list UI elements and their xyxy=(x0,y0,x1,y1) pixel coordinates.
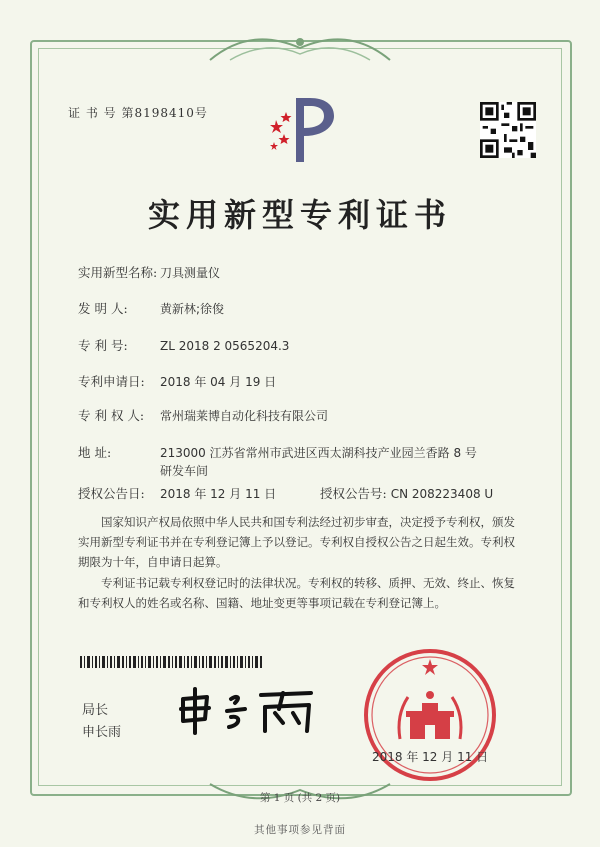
certificate-number: 证 书 号 第8198410号 xyxy=(68,106,208,120)
field-value: 黄新林;徐俊 xyxy=(160,302,225,316)
grant-number-row xyxy=(320,484,493,502)
field-value: 刀具测量仪 xyxy=(160,266,221,280)
field-label: 专利申请日: xyxy=(78,374,145,389)
field-value: 2018 年 04 月 19 日 xyxy=(160,375,277,389)
field-label: 发 明 人: xyxy=(78,301,128,316)
address-row xyxy=(78,443,477,461)
cnipa-emblem-icon xyxy=(262,90,342,170)
field-value: 213000 江苏省常州市武进区西太湖科技产业园兰香路 8 号 xyxy=(160,446,477,460)
field-label: 地 址: xyxy=(78,445,112,460)
field-label: 专 利 号: xyxy=(78,338,128,353)
signatory-labels xyxy=(82,700,121,744)
utility-model-name-row xyxy=(78,263,220,281)
field-value: 2018 年 12 月 11 日 xyxy=(160,487,277,501)
certificate-title: 实用新型专利证书 xyxy=(147,196,452,234)
grant-statement-paragraph: 国家知识产权局依照中华人民共和国专利法经过初步审查，决定授予专利权，颁发实用新型专利证书并在专利登记簿上予以登记。专利权自授权公告之日起生效。专利权期限为十年，自申请日起算。 xyxy=(78,515,515,569)
legal-status-paragraph: 专利证书记载专利权登记时的法律状况。专利权的转移、质押、无效、终止、恢复和专利权人的姓名或名称、国籍、地址变更等事项记载在专利登记簿上。 xyxy=(78,576,515,610)
field-value: 常州瑞莱博自动化科技有限公司 xyxy=(160,409,329,423)
field-label: 授权公告日: xyxy=(78,486,145,501)
field-label: 授权公告号: xyxy=(320,486,387,501)
barcode-icon xyxy=(80,656,264,668)
field-value: ZL 2018 2 0565204.3 xyxy=(160,339,290,353)
see-reverse-note: 其他事项参见背面 xyxy=(254,824,346,836)
field-label: 实用新型名称: xyxy=(78,265,158,280)
patent-number-row xyxy=(78,336,289,354)
signatory-name: 申长雨 xyxy=(82,725,122,740)
address-line-2: 研发车间 xyxy=(160,464,209,478)
grant-date-row xyxy=(78,484,276,502)
inventor-row xyxy=(78,299,224,317)
top-ornament xyxy=(200,30,400,66)
field-label: 专 利 权 人: xyxy=(78,408,145,423)
page-number: 第 1 页 (共 2 页) xyxy=(259,792,341,804)
seal-date: 2018 年 12 月 11 日 xyxy=(372,750,489,764)
patentee-row xyxy=(78,406,328,424)
field-value: CN 208223408 U xyxy=(390,487,494,501)
signatory-title: 局长 xyxy=(82,703,109,718)
handwritten-signature xyxy=(175,685,325,735)
qr-code-icon xyxy=(480,102,536,158)
application-date-row xyxy=(78,372,276,390)
